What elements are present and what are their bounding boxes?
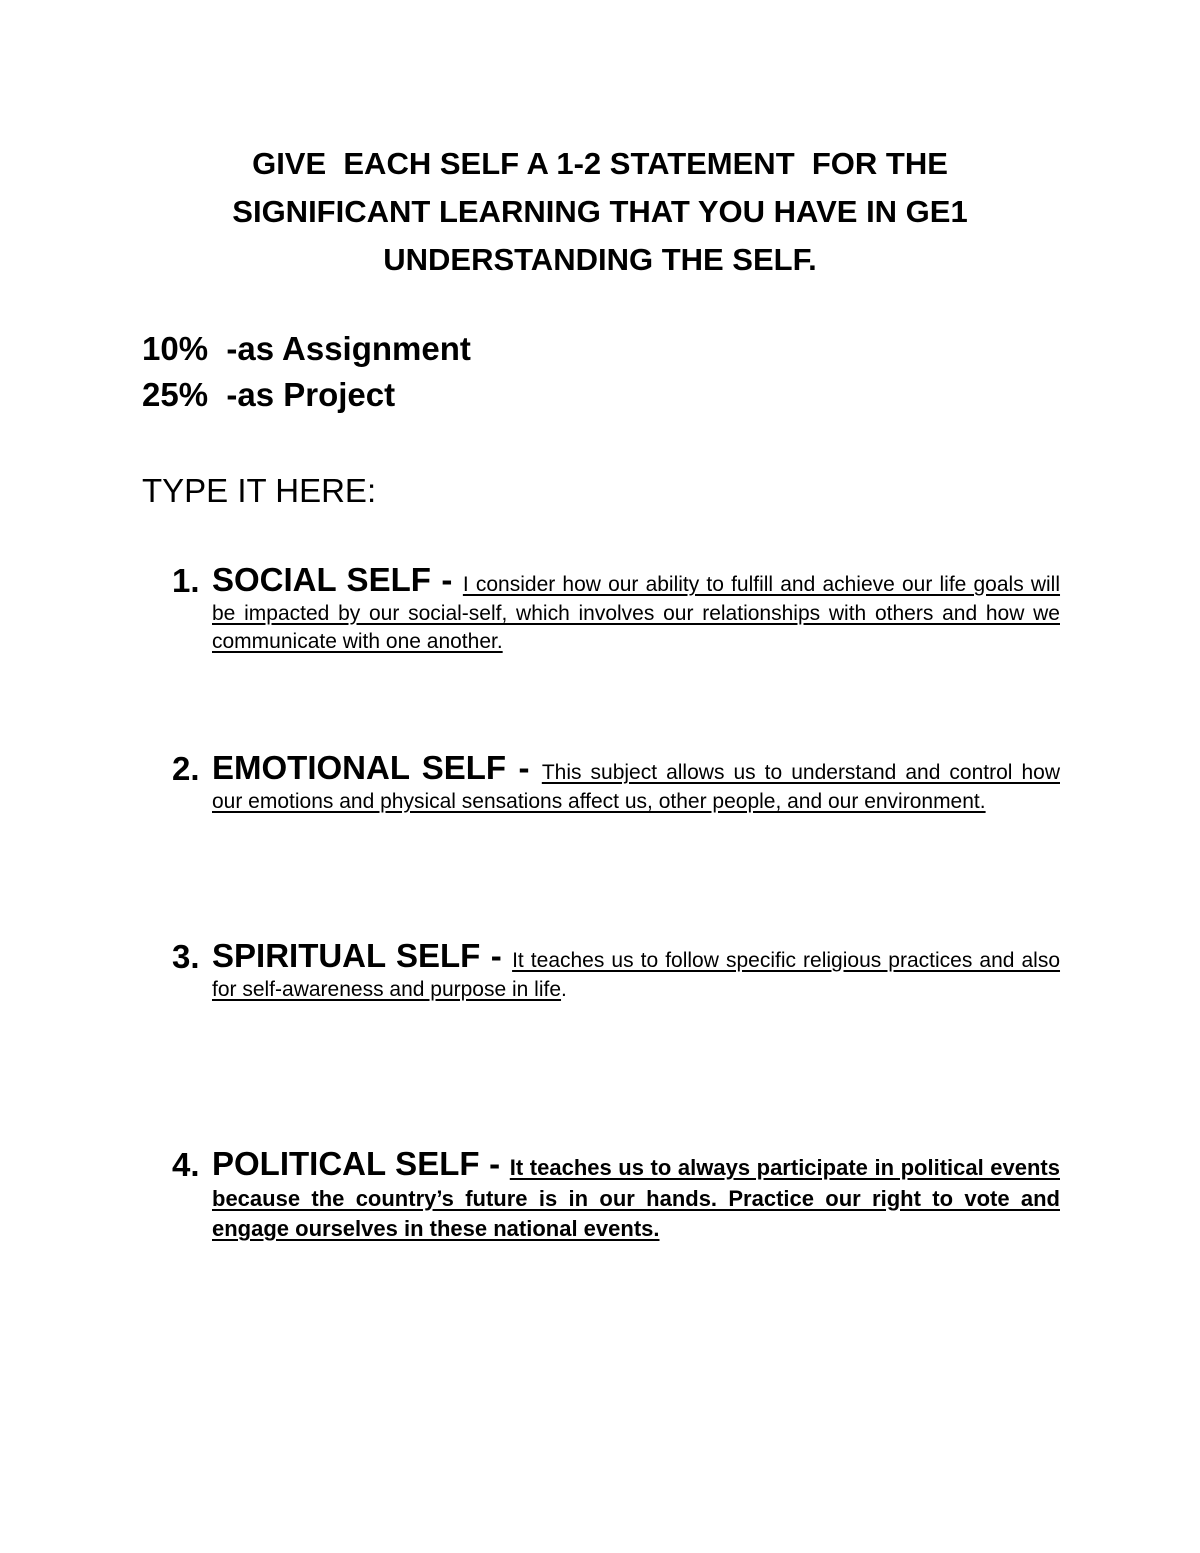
item-number: 3. <box>172 938 200 975</box>
item-number: 2. <box>172 750 200 787</box>
grading-breakdown <box>142 326 471 418</box>
title-line-3: UNDERSTANDING THE SELF. <box>383 242 817 277</box>
item-statement: This subject allows us to understand and control how our emotions and physical sensations affect us, other people, and our environment. <box>212 761 1060 813</box>
item-statement: I consider how our ability to fulfill and achieve our life goals will be impacted by our social-self, which involves our relationships with others and how we communicate with one another. <box>212 573 1061 653</box>
item-number: 1. <box>172 562 200 599</box>
item-statement: It teaches us to always participate in political events because the country’s future is in our hands. Practice our right to vote and engage ourselves in these national events. <box>212 1155 1060 1241</box>
grading-assignment: 10% -as Assignment <box>142 330 471 367</box>
item-label: POLITICAL SELF - <box>212 1145 510 1182</box>
list-item-social-self <box>172 561 1061 657</box>
item-label: SOCIAL SELF - <box>212 561 463 598</box>
title-line-2: SIGNIFICANT LEARNING THAT YOU HAVE IN GE1 <box>232 194 968 229</box>
grading-project: 25% -as Project <box>142 376 396 413</box>
type-here-heading: TYPE IT HERE: <box>142 472 377 509</box>
item-body <box>212 1145 1060 1245</box>
item-statement: It teaches us to follow specific religious practices and also for self-awareness and purpose in life <box>212 949 1061 1001</box>
item-body <box>212 749 1060 816</box>
item-body <box>212 937 1061 1004</box>
item-trail: . <box>561 977 567 1001</box>
list-item-political-self <box>172 1145 1060 1245</box>
item-body <box>212 561 1061 657</box>
list-item-spiritual-self <box>172 937 1061 1004</box>
item-label: SPIRITUAL SELF - <box>212 937 513 974</box>
item-label: EMOTIONAL SELF - <box>212 749 542 786</box>
page-title <box>150 140 1050 284</box>
list-item-emotional-self <box>172 749 1060 816</box>
item-number: 4. <box>172 1146 200 1183</box>
title-line-1: GIVE EACH SELF A 1-2 STATEMENT FOR THE <box>252 146 948 181</box>
